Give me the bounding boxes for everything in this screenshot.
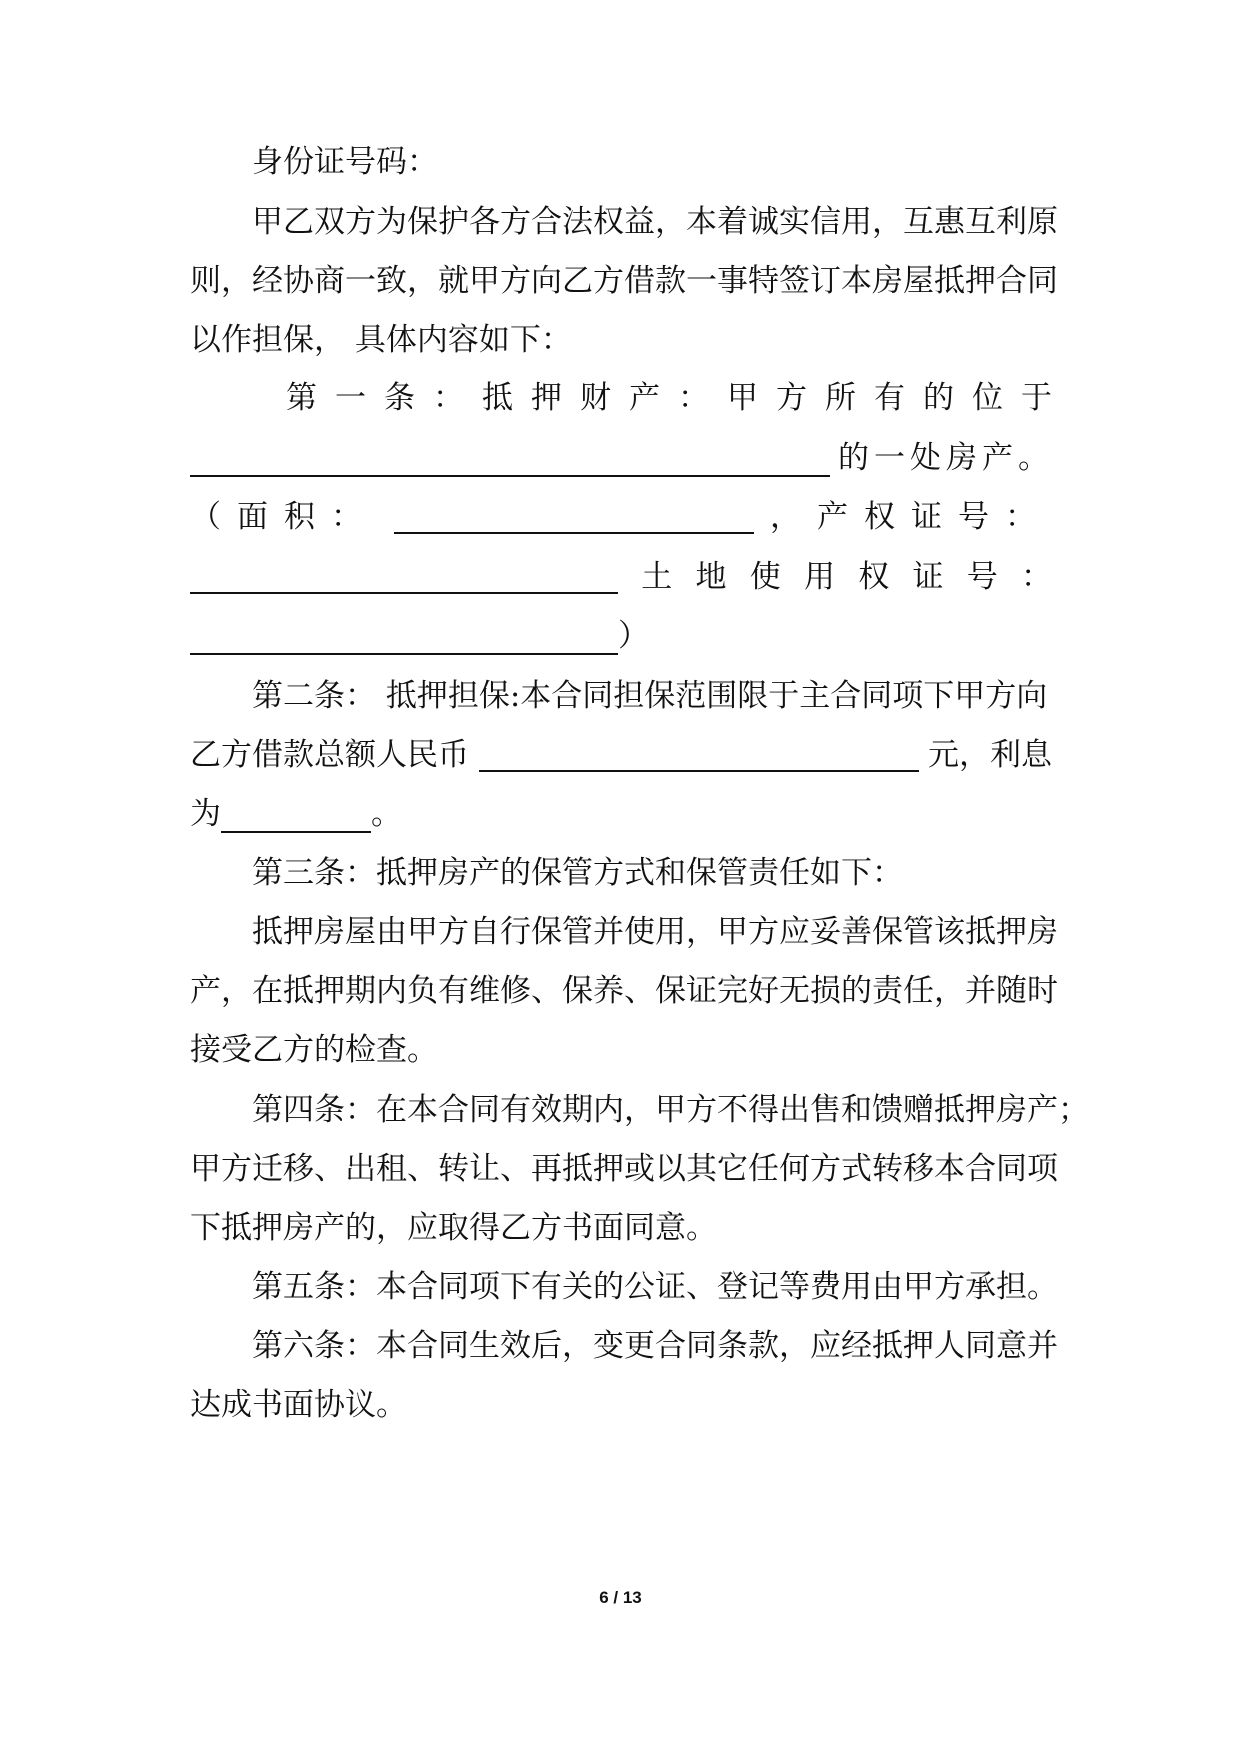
article-4-line-3: 下抵押房产的，应取得乙方书面同意。 (190, 1210, 717, 1246)
article-1-heading-char: ： (678, 380, 709, 416)
article-1-heading-char: 的 (923, 380, 954, 416)
land-cert-label-char: 地 (695, 559, 727, 595)
page-number: 6 / 13 (599, 1588, 642, 1607)
address-blank[interactable] (190, 475, 830, 477)
article-1-heading-char: 有 (874, 380, 905, 416)
article-1-heading-char: 押 (531, 380, 562, 416)
article-1-property-line: 的一处房产。 (190, 428, 1052, 488)
article-5-line: 第五条：本合同项下有关的公证、登记等费用由甲方承担。 (252, 1269, 1058, 1305)
article-1-heading-char: 位 (972, 380, 1003, 416)
para-intro-line-1: 甲乙双方为保护各方合法权益，本着诚实信用，互惠互利原 (252, 204, 1058, 240)
article-1-heading-char: 方 (776, 380, 807, 416)
article-1-heading-char: 条 (384, 380, 415, 416)
article-4-line-2: 甲方迁移、出租、转让、再抵押或以其它任何方式转移本合同项 (190, 1151, 1058, 1187)
land-cert-label-char: 使 (749, 559, 781, 595)
article-1-area-line: （面积： ，产权证号： (190, 499, 1052, 535)
article-1-heading-char: ： (433, 380, 464, 416)
article-1-close-line: ） (190, 606, 1052, 666)
area-blank[interactable] (394, 532, 754, 534)
article-1-heading-char: 一 (335, 380, 366, 416)
para-intro-line-3: 以作担保， 具体内容如下： (190, 322, 572, 358)
article-4-line-1: 第四条：在本合同有效期内，甲方不得出售和馈赠抵押房产； (252, 1092, 1089, 1128)
id-number-label: 身份证号码： (252, 144, 438, 180)
land-cert-label-char: 权 (858, 559, 890, 595)
article-3-line-3: 接受乙方的检查。 (190, 1032, 438, 1068)
land-cert-label-char: 号 (966, 559, 998, 595)
article-3-line-1: 抵押房屋由甲方自行保管并使用，甲方应妥善保管该抵押房 (252, 914, 1058, 950)
article-3-line-2: 产，在抵押期内负有维修、保养、保证完好无损的责任，并随时 (190, 973, 1058, 1009)
article-2-line-3: 为 。 (190, 796, 402, 832)
article-1-heading (286, 368, 1052, 428)
article-2-line-1: 第二条： 抵押担保:本合同担保范围限于主合同项下甲方向 (252, 678, 1048, 714)
article-2-line-2: 乙方借款总额人民币 元，利息 (190, 737, 1052, 773)
land-cert-label-char: 证 (912, 559, 944, 595)
article-1-heading-char: 第 (286, 380, 317, 416)
loan-amount-blank[interactable] (479, 770, 919, 772)
land-cert-label-char: ： (1021, 559, 1052, 595)
article-1-heading-char: 所 (825, 380, 856, 416)
article-1-heading-char: 甲 (727, 380, 758, 416)
para-intro-line-2: 则，经协商一致，就甲方向乙方借款一事特签订本房屋抵押合同 (190, 263, 1058, 299)
article-6-line-2: 达成书面协议。 (190, 1387, 407, 1423)
article-1-heading-char: 财 (580, 380, 611, 416)
article-1-heading-char: 抵 (482, 380, 513, 416)
interest-blank[interactable] (221, 831, 371, 833)
land-cert-blank[interactable] (190, 653, 618, 655)
land-cert-label-char: 土 (641, 559, 673, 595)
property-cert-blank[interactable] (190, 592, 618, 594)
land-cert-label-char: 用 (804, 559, 835, 595)
article-3-heading: 第三条：抵押房产的保管方式和保管责任如下： (252, 855, 903, 891)
article-1-heading-char: 产 (629, 380, 660, 416)
article-6-line-1: 第六条：本合同生效后，变更合同条款，应经抵押人同意并 (252, 1328, 1058, 1364)
article-1-heading-char: 于 (1021, 380, 1052, 416)
article-1-land-line (190, 547, 1052, 607)
